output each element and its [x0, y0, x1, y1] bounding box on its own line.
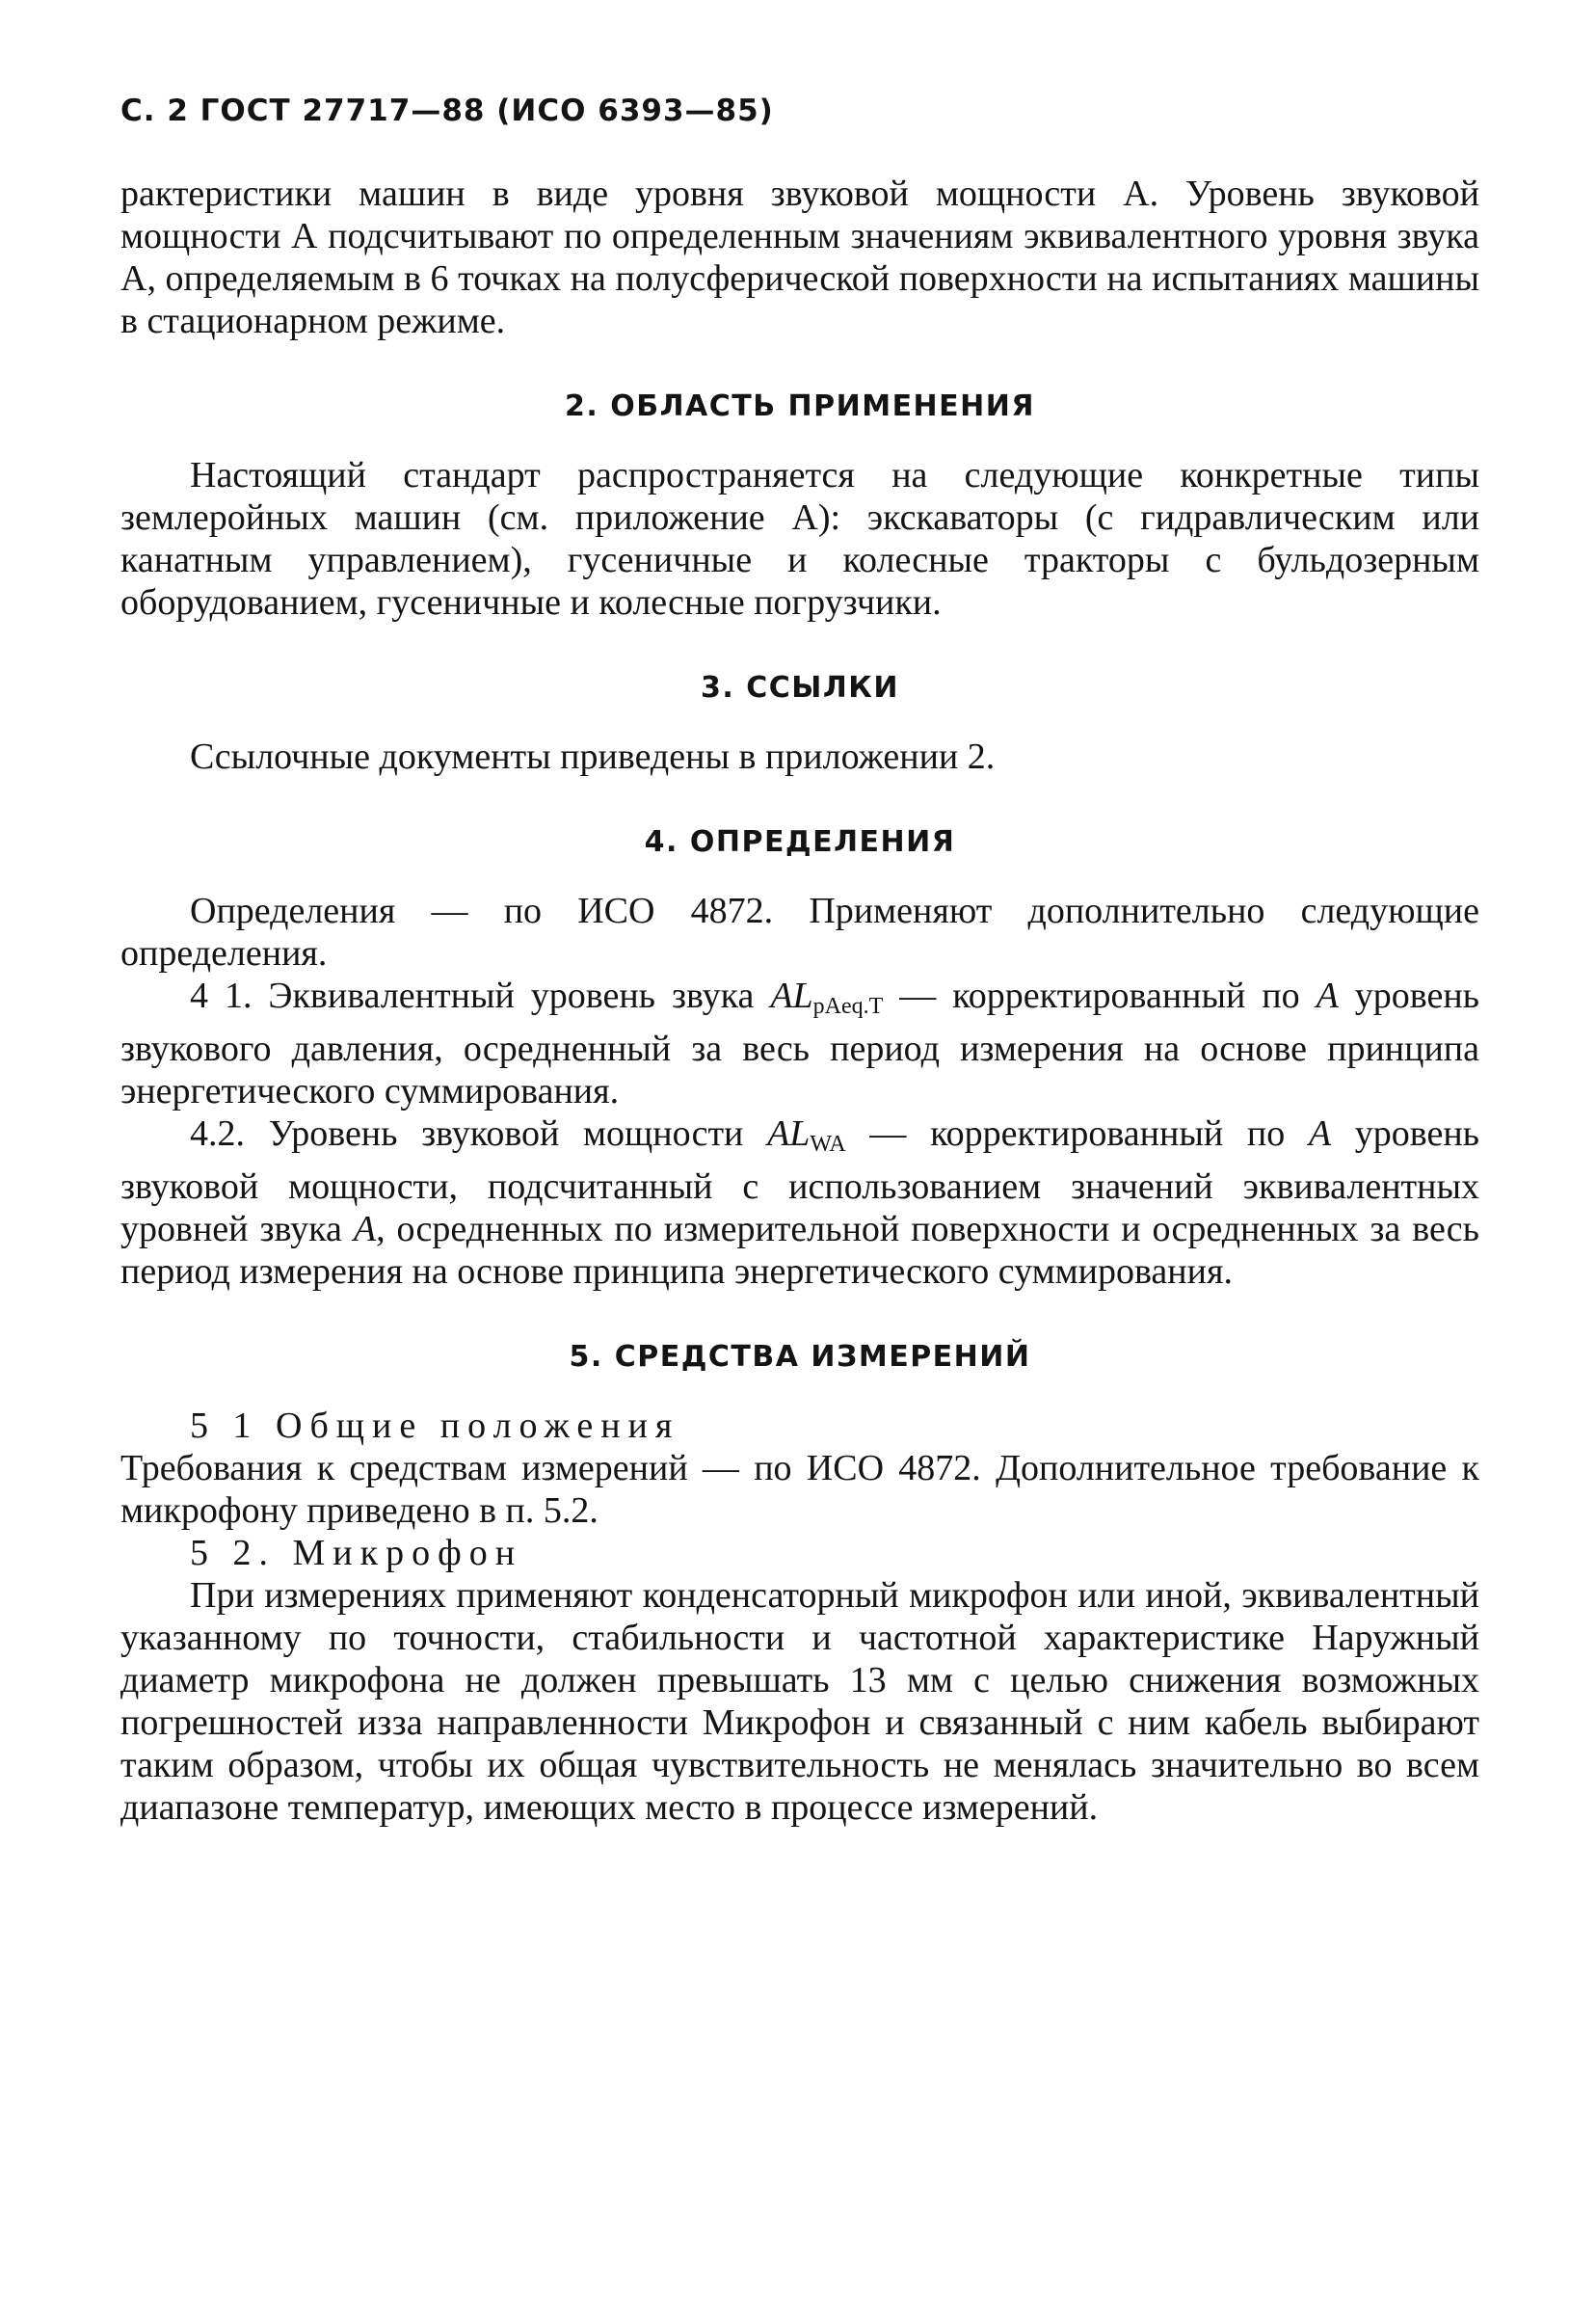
subsection-5-2-text: При измерениях применяют конденсаторный микрофон или иной, эквивалентный указанному по точности, стабильности и частотной характеристике Наружный диаметр микрофона не должен превышать 13 мм с целью снижения возможных погрешностей изза направленности Микрофон и связанный с ним кабель выбирают таким образом, чтобы их общая чувствительность не менялась значительно во всем диапазоне температур, имеющих место в процессе измерений. — [120, 1575, 1479, 1828]
intro-paragraph: рактеристики машин в виде уровня звуковой мощности А. Уровень звуковой мощности А подсчитывают по определенным значениям эквивалентного уровня звука А, определяемым в 6 точках на полусферической поверхности на испытаниях машины в стационарном режиме. — [120, 174, 1479, 341]
definition-4-1: 4 1. Эквивалентный уровень звука $AL_{pAeq.T}$ — корректированный по А уровень звукового давления, осредненный за весь период измерения на основе принципа энергетического суммирования. — [120, 976, 1479, 1111]
section-4-text: Определения — по ИСО 4872. Применяют дополнительно следующие определения. — [120, 891, 1479, 974]
subsection-5-1-text: Требования к средствам измерений — по ИСО 4872. Дополнительное требование к микрофону приведено в п. 5.2. — [120, 1448, 1479, 1531]
section-4-title: 4. ОПРЕДЕЛЕНИЯ — [644, 825, 956, 859]
subsection-5-1-title: 5 1 Общие положения — [190, 1406, 680, 1446]
definition-4-2: 4.2. Уровень звуковой мощности $AL_{WA}$ — корректированный по А уровень звуковой мощности, подсчитанный с использованием значений эквивалентных уровней звука А, осредненных по измерительной поверхности и осредненных за весь период измерения на основе принципа энергетического суммирования. — [120, 1113, 1480, 1292]
section-5-title: 5. СРЕДСТВА ИЗМЕРЕНИЙ — [569, 1340, 1031, 1374]
section-scope — [120, 388, 1479, 624]
section-3-text: Ссылочные документы приведены в приложении 2. — [190, 736, 996, 777]
section-3-title: 3. ССЫЛКИ — [701, 671, 899, 705]
running-header: С. 2 ГОСТ 27717—88 (ИСО 6393—85) — [120, 94, 774, 128]
section-references — [120, 670, 1479, 778]
document-page — [120, 92, 1479, 1829]
subsection-5-2-title: 5 2. Микрофон — [190, 1533, 523, 1573]
section-2-text: Настоящий стандарт распространяется на следующие конкретные типы землеройных машин (см. приложение А): экскаваторы (с гидравлическим или канатным управлением), гусеничные и колесные тракторы с бульдозерным оборудованием, гусеничные и колесные погрузчики. — [120, 455, 1479, 623]
section-2-title: 2. ОБЛАСТЬ ПРИМЕНЕНИЯ — [565, 389, 1035, 423]
section-measurement-means — [120, 1339, 1479, 1829]
section-definitions — [120, 824, 1479, 1293]
